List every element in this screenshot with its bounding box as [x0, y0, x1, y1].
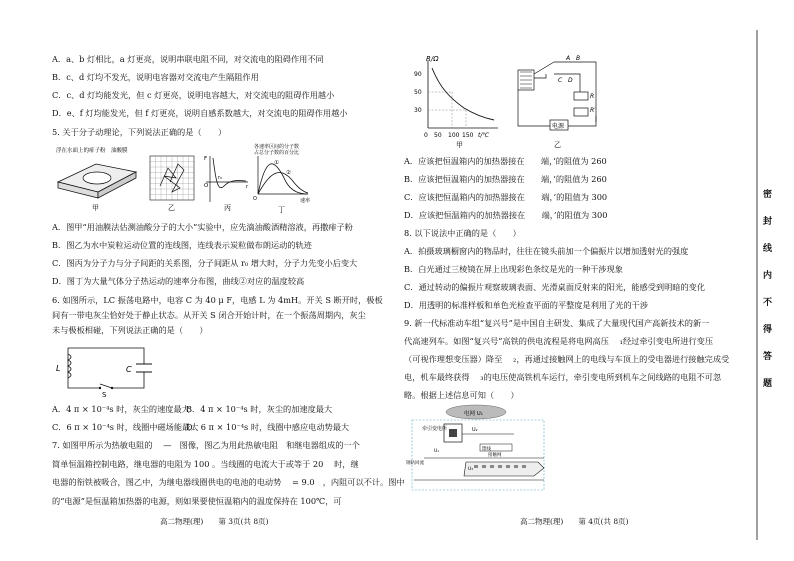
svg-text:占总分子数的百分比: 占总分子数的百分比: [254, 150, 300, 156]
q4-option-c: C．c、d 灯均能发光，但 c 灯更亮，说明电容越大，对交流电的阻碍作用越小: [52, 90, 335, 100]
svg-text:电网 U₁: 电网 U₁: [464, 411, 483, 417]
svg-text:t/℃: t/℃: [478, 132, 490, 139]
svg-text:乙: 乙: [554, 141, 561, 148]
q5-fig-bing: [204, 156, 249, 212]
svg-text:S: S: [102, 391, 107, 398]
svg-text:O: O: [204, 183, 209, 189]
q7-graph-jia: [404, 52, 504, 148]
binding-char-1: 密: [763, 190, 773, 200]
q7-option-d: D．应该把恒温箱内的加热器接在 端，’的阻值为 300: [404, 210, 608, 220]
q9-stem-line1: 9. 新一代标准动车组“复兴号”是中国自主研发、集成了大量现代国产高新技术的新一: [404, 318, 710, 328]
svg-text:O: O: [253, 196, 257, 202]
svg-text:r: r: [246, 184, 249, 190]
q6-stem-line2: 间有一带电灰尘恰好处于静止状态。从开关 S 闭合开始计时，在一个振荡周期内，灰尘: [52, 310, 366, 320]
q6-stem-line1: 6. 如图所示，LC 振荡电路中，电容 C 为 40 μ F，电感 L 为 4mH。开关 S 断开时，极板: [52, 295, 383, 305]
svg-text:各速率区间的分子数: 各速率区间的分子数: [254, 144, 300, 150]
binding-margin: [755, 0, 785, 561]
svg-text:丁: 丁: [278, 206, 285, 214]
q9-stem-line3: （可视作理想变压器）降至 ₂，再通过接触网上的电线与车顶上的受电器进行接触完成受: [404, 354, 730, 364]
q5-option-c: C．图丙为分子力与分子间距的关系图，分子间距从 r₀ 增大时，分子力先变小后变大: [52, 258, 358, 268]
q5-option-b: B．图乙为水中炭粒运动位置的连线图，连线表示炭粒做布朗运动的轨迹: [52, 240, 312, 250]
svg-text:馈线: 馈线: [482, 447, 491, 452]
q7-circuit-yi: [510, 52, 610, 148]
svg-text:R/Ω: R/Ω: [426, 55, 439, 63]
q5-fig-ding: [253, 143, 310, 214]
binding-char-6: 得: [763, 325, 773, 335]
svg-text:U₂: U₂: [472, 427, 478, 433]
svg-text:C: C: [558, 77, 563, 84]
q7-stem-line3: 电器的衔铁被吸合，图乙中，为继电器线圈供电的电池的电动势 = 9.0 ，内阻可以不计。图中: [52, 477, 405, 487]
svg-text:A: A: [566, 55, 571, 62]
lc-circuit-diagram: [52, 342, 162, 398]
q9-train-diagram: [404, 404, 554, 500]
q4-option-a: A．a、b 灯相比，a 灯更亮，说明串联电阻不同，对交流电的阻碍作用不同: [52, 54, 324, 64]
svg-text:B: B: [576, 55, 581, 62]
q7-stem-line2: 简单恒温箱控制电路，继电器的电阻为 100 。当线圈的电流大于或等于 20 时，继: [52, 459, 359, 469]
binding-char-7: 答: [763, 352, 773, 362]
svg-text:150: 150: [462, 132, 474, 139]
q5-fig-jia: [56, 146, 136, 212]
svg-text:R: R: [590, 93, 595, 100]
page-footer-right: 高二物理(理) 第 4页(共 8页): [520, 517, 629, 526]
svg-text:牵引变电所: 牵引变电所: [422, 426, 448, 432]
binding-char-3: 线: [763, 244, 773, 254]
q4-option-d: D．e、f 灯均能发光，但 f 灯更亮，说明自感系数越大，对交流电的阻碍作用越小: [52, 108, 348, 118]
q6-option-d: D．6 π × 10⁻⁴s 时，线圈中感应电动势最大: [186, 422, 350, 432]
q6-option-b: B．4 π × 10⁻⁴s 时，灰尘的加速度最大: [186, 404, 333, 414]
q5-figures: [52, 142, 352, 214]
q9-stem-line4: 电，机车最终获得 ₃的电压使高铁机车运行，牵引变电所到机车之间线路的电阻不可忽: [404, 372, 722, 382]
q5-option-d: D．图丁为大量气体分子热运动的速率分布图，曲线②对应的温度较高: [52, 276, 305, 286]
q7-option-c: C．应该把恒温箱内的加热器接在 端，’的阻值为 300: [404, 192, 608, 202]
binding-char-5: 不: [763, 298, 773, 308]
q8-option-c: C．通过转动的偏振片观察玻璃表面、光滑桌面反射来的阳光，能感受到明暗的变化: [404, 282, 706, 292]
svg-text:90: 90: [414, 71, 422, 78]
svg-text:U₁: U₁: [434, 449, 440, 454]
q8-option-b: B．白光通过三棱镜在屏上出现彩色条纹是光的一种干涉现象: [404, 264, 623, 274]
q6-option-a: A．4 π × 10⁻⁴s 时，灰尘的速度最大: [52, 404, 190, 414]
svg-text:F: F: [204, 156, 208, 162]
svg-text:接触网: 接触网: [488, 453, 502, 458]
svg-text:甲: 甲: [456, 141, 463, 148]
svg-text:U₃: U₃: [468, 467, 474, 472]
svg-text:R′: R′: [590, 107, 596, 114]
q6-option-c: C．6 π × 10⁻⁴s 时，线圈中磁场能最大: [52, 422, 199, 432]
svg-text:钢轨回流: 钢轨回流: [406, 461, 424, 466]
q8-option-a: A．拍摄玻璃橱窗内的物品时，往往在镜头前加一个偏振片以增加透射光的强度: [404, 246, 689, 256]
svg-text:50: 50: [434, 132, 442, 139]
binding-char-2: 封: [763, 217, 773, 227]
q9-stem-line2: 代高速列车。如图“复兴号”高铁的供电流程是将电网高压 ₁经过牵引变电所进行变压: [404, 336, 714, 346]
svg-text:乙: 乙: [168, 204, 175, 212]
q8-option-d: D．用透明的标准样板和单色光检查平面的平整度是利用了光的干涉: [404, 300, 649, 310]
svg-text:D: D: [568, 77, 573, 84]
svg-text:速率: 速率: [300, 198, 311, 204]
svg-text:浮在水面上的痱子粉 油酸膜: 浮在水面上的痱子粉 油酸膜: [56, 148, 128, 154]
q4-option-b: B．c、d 灯均不发光，说明电容器对交流电产生隔阻作用: [52, 72, 259, 82]
svg-text:0: 0: [424, 132, 428, 139]
svg-text:丙: 丙: [224, 204, 231, 212]
svg-text:电源: 电源: [552, 123, 565, 130]
q5-stem: 5. 关于分子动理论，下列说法正确的是（ ）: [52, 127, 227, 137]
page-footer-left: 高二物理(理) 第 3页(共 8页): [160, 517, 269, 526]
svg-text:甲: 甲: [92, 204, 99, 212]
q7-option-a: A．应该把恒温箱内的加热器接在 端，’的阻值为 260: [404, 156, 607, 166]
q5-fig-yi: [150, 156, 194, 212]
svg-text:r₀: r₀: [218, 175, 223, 181]
svg-text:②: ②: [286, 170, 291, 176]
svg-text:30: 30: [414, 107, 422, 114]
q7-option-b: B．应该把恒温箱内的加热器接在 端，’的阻值为 260: [404, 174, 607, 184]
q7-stem-line4: 的“电源”是恒温箱加热器的电源，则如果要使恒温箱内的温度保持在 100℃，可: [52, 496, 342, 506]
q7-stem-line1: 7. 如图甲所示为热敏电阻的 — 图像，图乙为用此热敏电阻 和继电器组成的一个: [52, 440, 360, 450]
binding-char-8: 题: [763, 379, 773, 389]
svg-text:L: L: [56, 364, 61, 373]
q9-stem-line5: 略。根据上述信息可知（ ）: [404, 390, 519, 400]
q8-stem: 8. 以下说法中正确的是（ ）: [404, 228, 521, 238]
q5-option-a: A．图甲“用油膜法估测油酸分子的大小”实验中，应先滴油酸酒精溶液，再撒痱子粉: [52, 222, 353, 232]
svg-text:①: ①: [274, 160, 279, 166]
svg-text:C: C: [126, 365, 132, 374]
svg-text:100: 100: [448, 132, 460, 139]
binding-char-4: 内: [763, 271, 773, 281]
q6-stem-line3: 未与极板相碰，下列说法正确的是（ ）: [52, 325, 208, 335]
svg-text:50: 50: [414, 89, 422, 96]
